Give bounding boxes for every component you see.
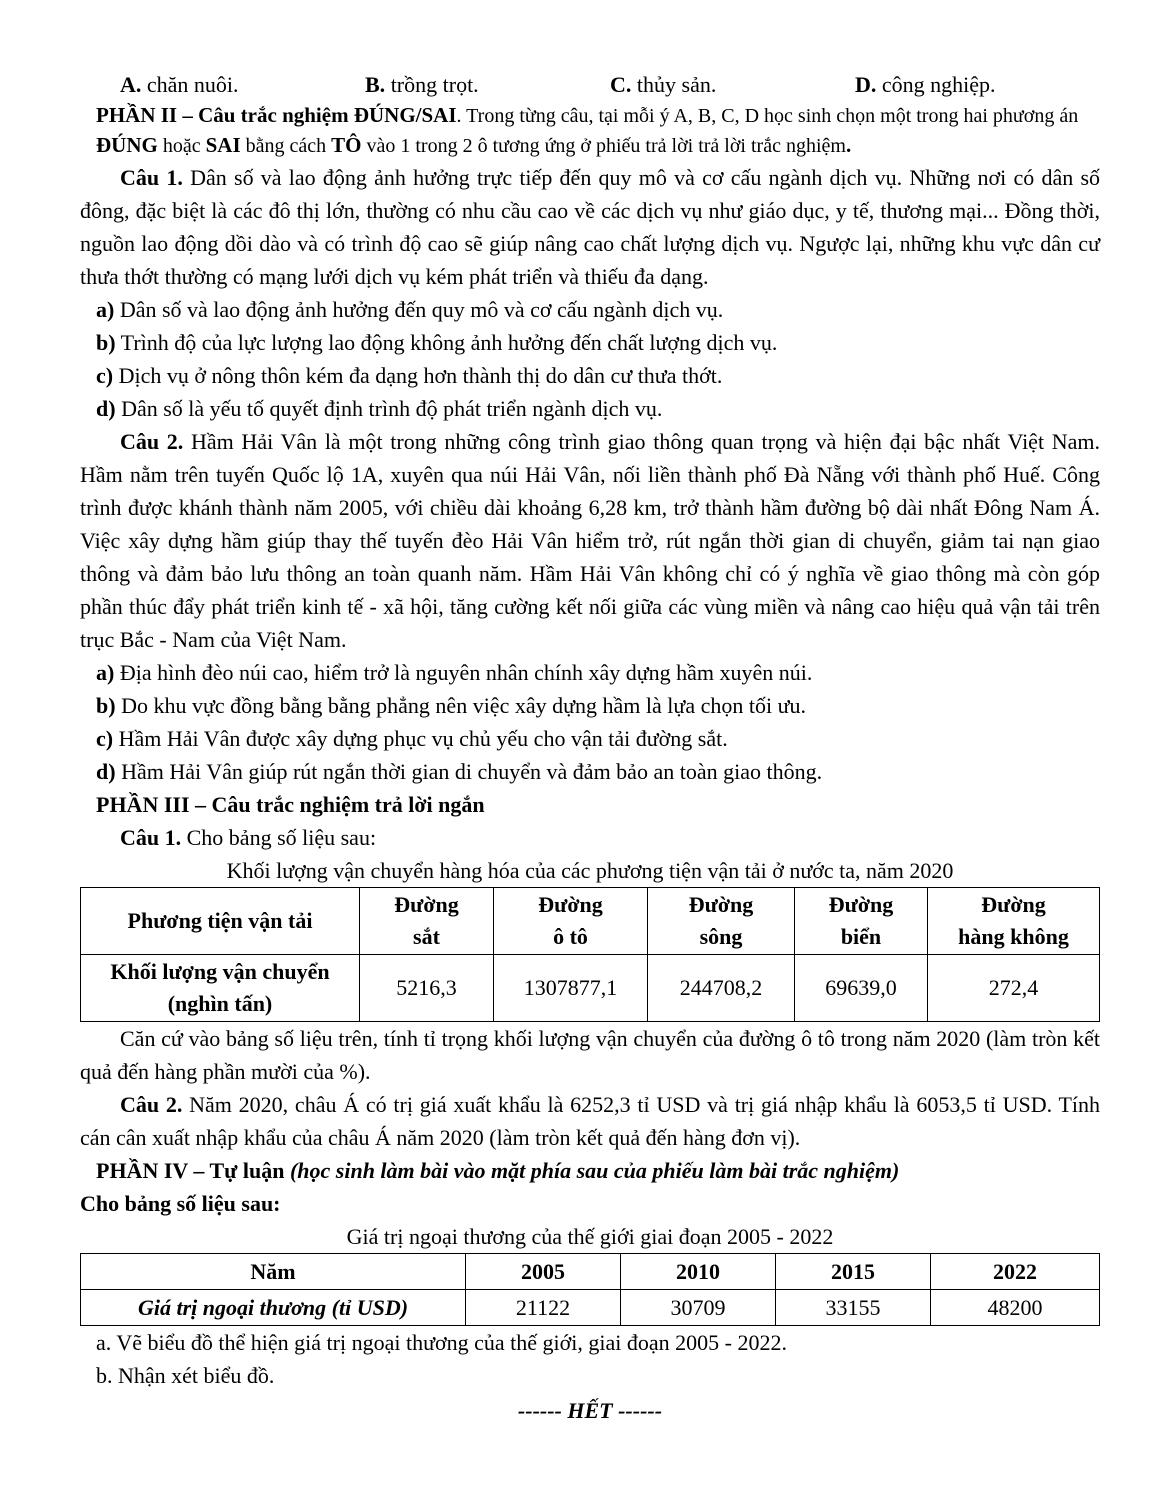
- option-a: A. chăn nuôi.: [120, 72, 239, 97]
- table-row-label: Khối lượng vận chuyển (nghìn tấn): [81, 955, 360, 1022]
- table-header-cell: 2015: [776, 1254, 931, 1290]
- table-header-row: [81, 888, 1100, 955]
- trade-table-caption: Giá trị ngoại thương của thế giới giai đoạn 2005 - 2022: [346, 1224, 834, 1249]
- table-header-cell: Phương tiện vận tải: [81, 888, 360, 955]
- part2-q2-item-d: d) Hầm Hải Vân giúp rút ngắn thời gian di chuyển và đảm bảo an toàn giao thông.: [96, 759, 823, 784]
- table-header-cell: Đường ô tô: [494, 888, 648, 955]
- table-cell: 48200: [931, 1290, 1100, 1326]
- part2-heading: PHẦN II – Câu trắc nghiệm ĐÚNG/SAI. Trong từng câu, tại mỗi ý A, B, C, D học sinh chọn một trong hai phương án ĐÚNG hoặc SAI bằng cách TÔ vào 1 trong 2 ô tương ứng ở phiếu trả lời trả lời trắc nghiệm.: [96, 103, 1079, 157]
- part2-q2-item-c: c) Hầm Hải Vân được xây dựng phục vụ chủ yếu cho vận tải đường sắt.: [96, 726, 728, 751]
- table-cell: 21122: [466, 1290, 621, 1326]
- table-header-cell: Đường biển: [795, 888, 928, 955]
- option-d: D. công nghiệp.: [855, 72, 996, 97]
- part2-q2-item-b: b) Do khu vực đồng bằng bằng phẳng nên việc xây dựng hầm là lựa chọn tối ưu.: [96, 693, 806, 718]
- table-cell: 69639,0: [795, 955, 928, 1022]
- table-header-cell: 2005: [466, 1254, 621, 1290]
- table-header-cell: Đường sông: [648, 888, 795, 955]
- table-row-label: Giá trị ngoại thương (tỉ USD): [81, 1290, 466, 1326]
- transport-table-caption: Khối lượng vận chuyển hàng hóa của các phương tiện vận tải ở nước ta, năm 2020: [226, 858, 954, 883]
- exam-page: [80, 68, 1100, 1427]
- table-header-cell: Đường sắt: [360, 888, 494, 955]
- part2-question2: Câu 2. Hầm Hải Vân là một trong những công trình giao thông quan trọng và hiện đại bậc nhất Việt Nam. Hầm nằm trên tuyến Quốc lộ 1A, xuyên qua núi Hải Vân, nối liền thành phố Đà Nẵng với thành phố Huế. Công trình được khánh thành năm 2005, với chiều dài khoảng 6,28 km, trở thành hầm đường bộ dài nhất Đông Nam Á. Việc xây dựng hầm giúp thay thế tuyến đèo Hải Vân hiểm trở, rút ngắn thời gian di chuyển, giảm tai nạn giao thông và đảm bảo lưu thông an toàn quanh năm. Hầm Hải Vân không chỉ có ý nghĩa về giao thông mà còn góp phần thúc đẩy phát triển kinh tế - xã hội, tăng cường kết nối giữa các vùng miền và nâng cao hiệu quả vận tải trên trục Bắc - Nam của Việt Nam.: [80, 429, 1101, 652]
- table-row: [81, 1290, 1100, 1326]
- part3-question2: Câu 2. Năm 2020, châu Á có trị giá xuất khẩu là 6252,3 tỉ USD và trị giá nhập khẩu là 6053,5 tỉ USD. Tính cán cân xuất nhập khẩu của châu Á năm 2020 (làm tròn kết quả đến hàng đơn vị).: [80, 1092, 1100, 1150]
- part3-question1: Câu 1. Cho bảng số liệu sau:: [120, 825, 377, 850]
- table-header-cell: Đường hàng không: [928, 888, 1100, 955]
- table-header-cell: 2022: [931, 1254, 1100, 1290]
- answer-options-row: [80, 68, 1100, 101]
- option-c: C. thủy sản.: [610, 72, 717, 97]
- table-cell: 5216,3: [360, 955, 494, 1022]
- table-cell: 33155: [776, 1290, 931, 1326]
- table-header-row: [81, 1254, 1100, 1290]
- part4-heading: PHẦN IV – Tự luận (học sinh làm bài vào mặt phía sau của phiếu làm bài trắc nghiệm): [96, 1158, 900, 1183]
- transport-volume-table: [80, 887, 1100, 1022]
- table-cell: 30709: [621, 1290, 776, 1326]
- part2-q1-item-a: a) Dân số và lao động ảnh hưởng đến quy mô và cơ cấu ngành dịch vụ.: [96, 297, 724, 322]
- part2-question1: Câu 1. Dân số và lao động ảnh hưởng trực tiếp đến quy mô và cơ cấu ngành dịch vụ. Những nơi có dân số đông, đặc biệt là các đô thị lớn, thường có nhu cầu cao về các dịch vụ như giáo dục, y tế, thương mại... Đồng thời, nguồn lao động dồi dào và có trình độ cao sẽ giúp nâng cao chất lượng dịch vụ. Ngược lại, những khu vực dân cư thưa thớt thường có mạng lưới dịch vụ kém phát triển và thiếu đa dạng.: [80, 165, 1101, 289]
- table-cell: 1307877,1: [494, 955, 648, 1022]
- option-b: B. trồng trọt.: [365, 72, 479, 97]
- part4-task-b: b. Nhận xét biểu đồ.: [96, 1363, 275, 1388]
- part3-q1-question: Căn cứ vào bảng số liệu trên, tính tỉ trọng khối lượng vận chuyển của đường ô tô trong năm 2020 (làm tròn kết quả đến hàng phần mười của %).: [80, 1026, 1100, 1084]
- table-header-cell: Năm: [81, 1254, 466, 1290]
- part4-task-a: a. Vẽ biểu đồ thể hiện giá trị ngoại thương của thế giới, giai đoạn 2005 - 2022.: [96, 1330, 787, 1355]
- part2-q1-item-c: c) Dịch vụ ở nông thôn kém đa dạng hơn thành thị do dân cư thưa thớt.: [96, 363, 723, 388]
- table-row: [81, 955, 1100, 1022]
- part2-q1-item-d: d) Dân số là yếu tố quyết định trình độ phát triển ngành dịch vụ.: [96, 396, 663, 421]
- world-trade-table: [80, 1253, 1100, 1326]
- part2-q2-item-a: a) Địa hình đèo núi cao, hiểm trở là nguyên nhân chính xây dựng hầm xuyên núi.: [96, 660, 813, 685]
- table-header-cell: 2010: [621, 1254, 776, 1290]
- part4-lead: Cho bảng số liệu sau:: [80, 1191, 281, 1216]
- part3-heading: PHẦN III – Câu trắc nghiệm trả lời ngắn: [96, 792, 485, 817]
- table-cell: 244708,2: [648, 955, 795, 1022]
- table-cell: 272,4: [928, 955, 1100, 1022]
- end-mark: ------ HẾT ------: [517, 1398, 663, 1423]
- part2-q1-item-b: b) Trình độ của lực lượng lao động không ảnh hưởng đến chất lượng dịch vụ.: [96, 330, 778, 355]
